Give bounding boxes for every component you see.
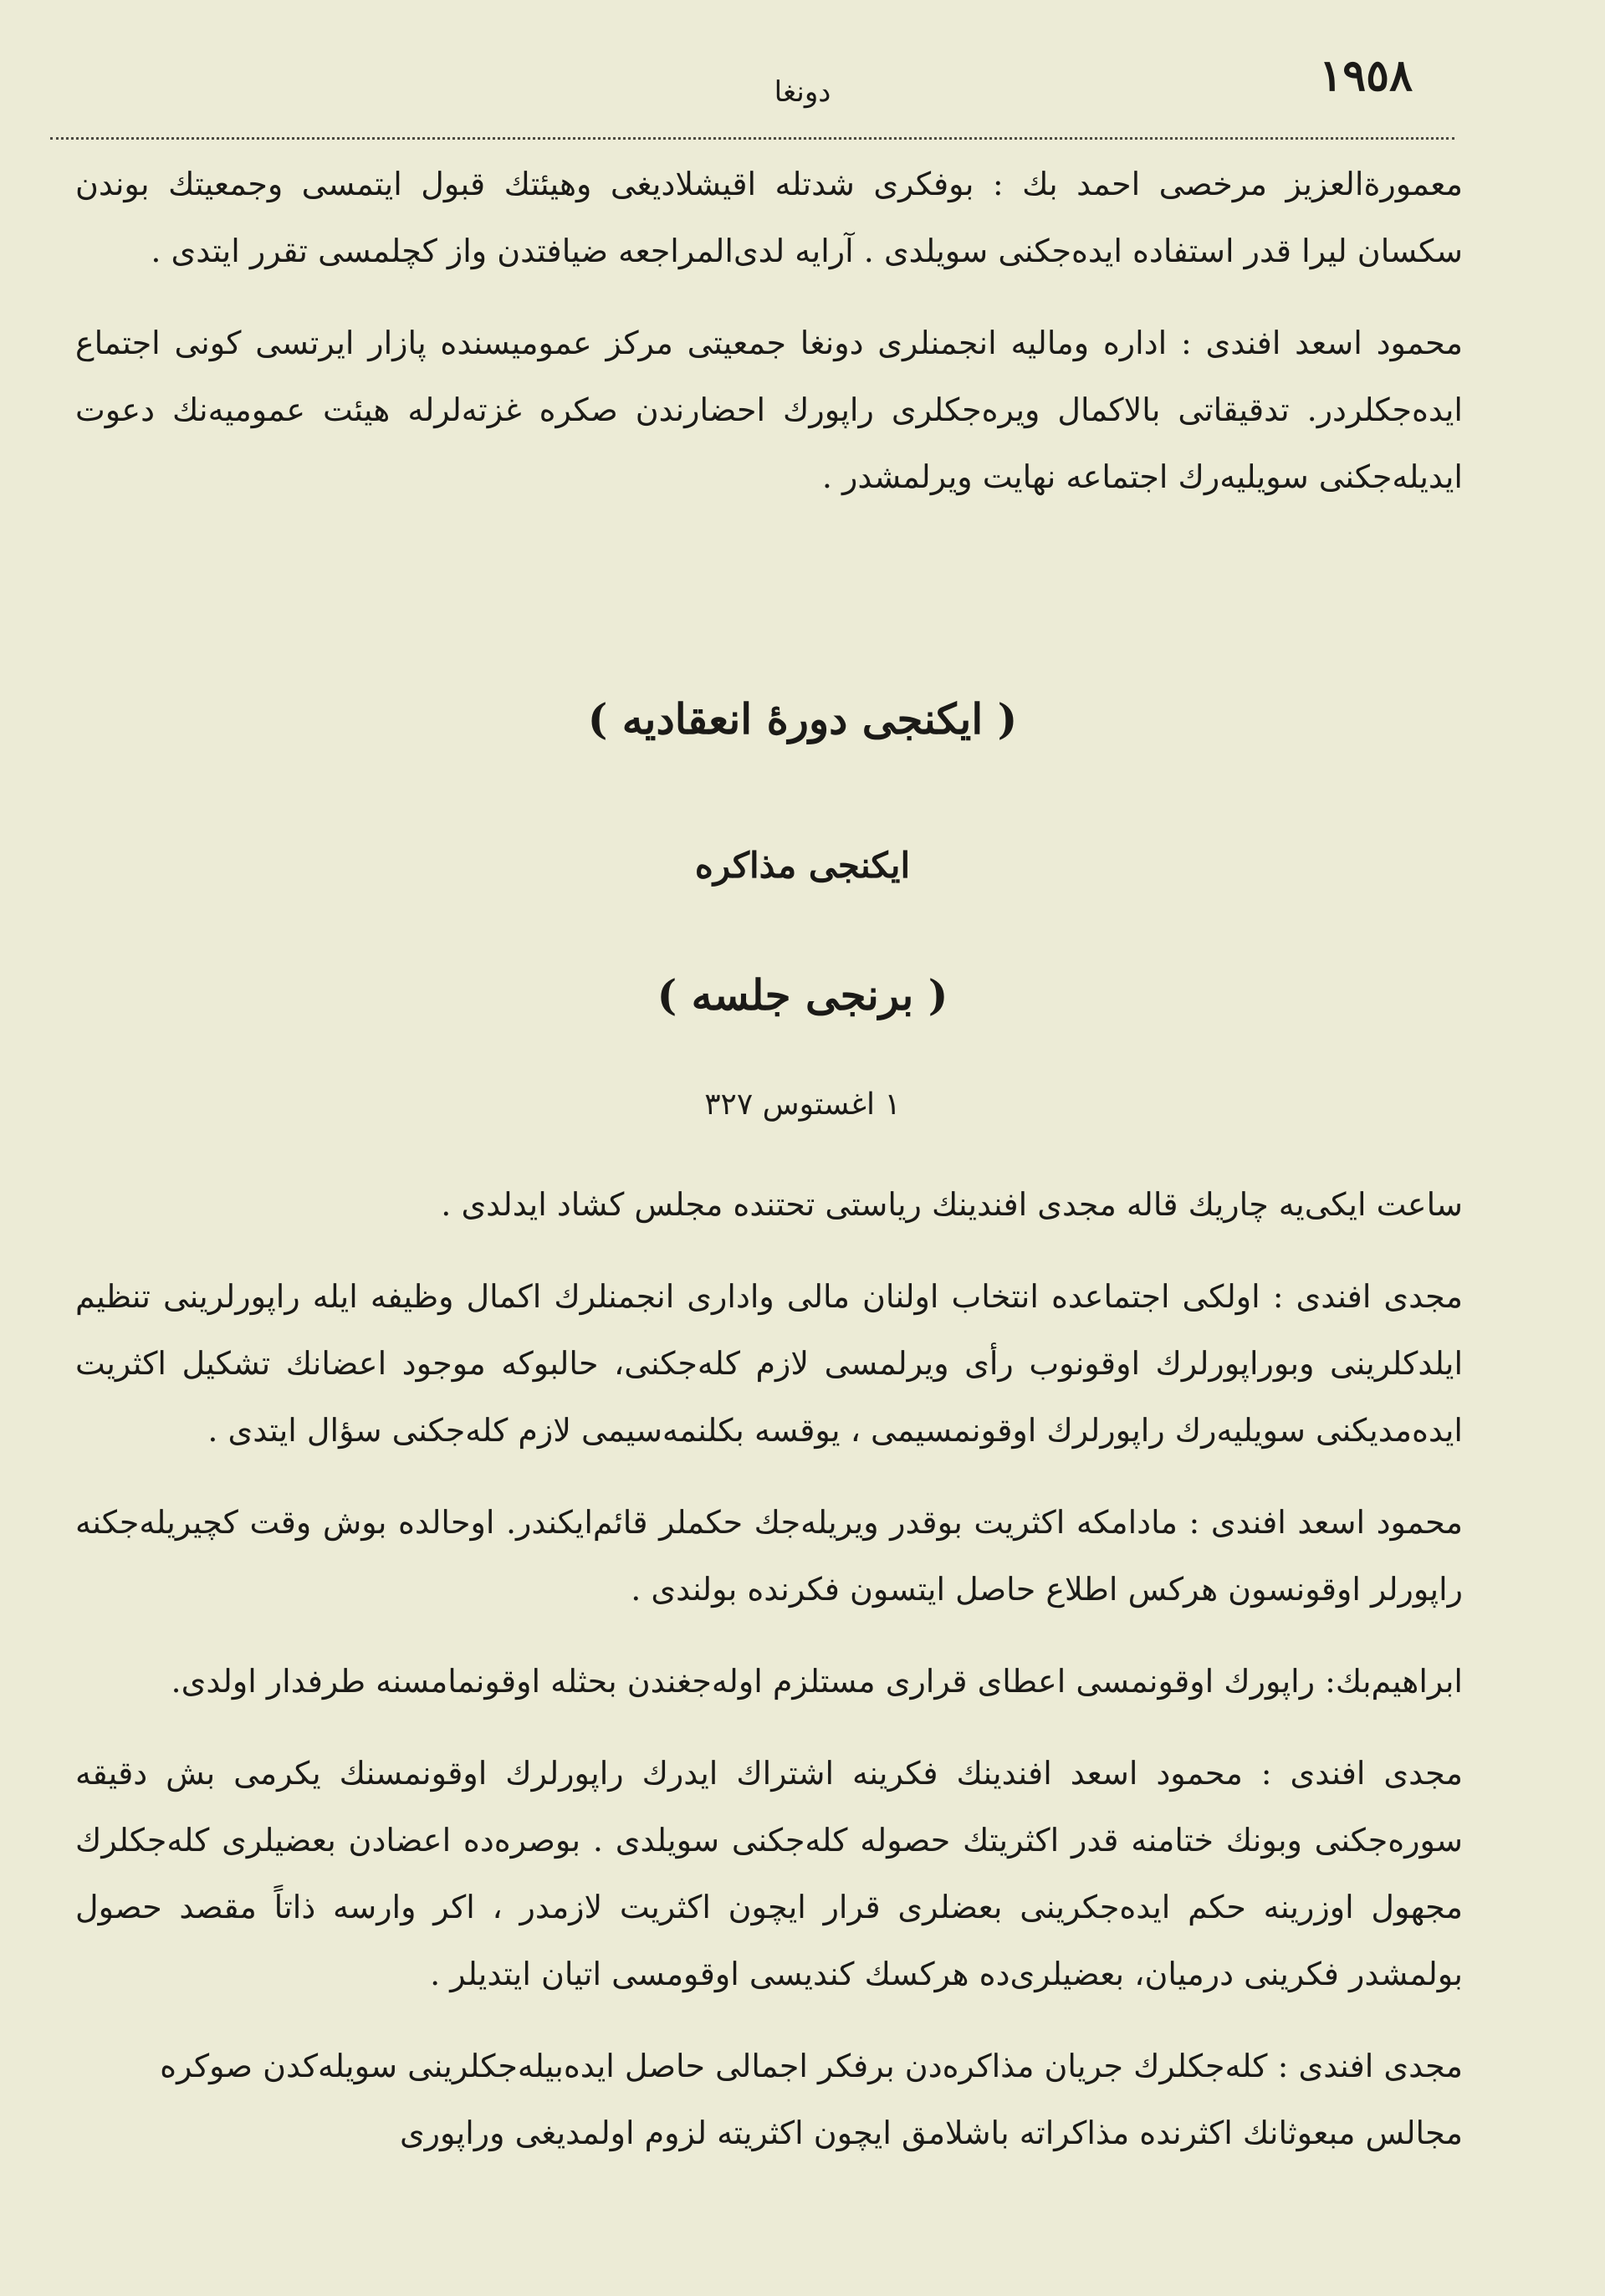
paragraph: ابراهیم‌بك: راپورك اوقونمسی اعطای قراری مستلزم اوله‌جغندن بحثله اوقونمامسنه طرفدار اولدی. xyxy=(171,1663,1463,1700)
period-heading: ( ایكنجی دورهٔ انعقادیه ) xyxy=(587,694,1018,744)
top-text-block xyxy=(75,151,1463,535)
paragraph: ساعت ایكی‌یه چاریك قاله مجدی افندینك ریاستی تحتنده مجلس كشاد ایدلدی . xyxy=(441,1186,1463,1223)
paragraph: معمورةالعزيز مرخصی احمد بك : بوفكری شدتله اقیشلادیغی وهیئتك قبول ایتمسی وجمعیتك بوندن سكسان لیرا قدر استفاده ایده‌جكنی سویلدی . آرایه لدی‌المراجعه ضیافتدن واز كچلمسی تقرر ایتدی . xyxy=(75,166,1463,269)
paragraph: مجدی افندی : محمود اسعد افندینك فكرینه اشتراك ایدرك راپورلرك اوقونمسنك یكرمی بش دقیقه سوره‌جكنی وبونك ختامنه قدر اكثریتك حصوله كله‌جكنی سویلدی . بوصره‌ده اعضادن بعضیلری كله‌جكلرك مجهول اوزرینه حكم ایده‌جكرینی بعضلری قرار ایچون اكثریت لازمدر ، اكر وارسه ذاتاً مقصد حصول بولمشدر فكرینی درمیان، بعضیلری‌ده هركسك كندیسی اوقومسی اتیان ایتدیلر . xyxy=(75,1755,1463,1992)
session-heading: ایكنجی مذاكره xyxy=(694,845,911,886)
date-line: ١ اغستوس ٣٢٧ xyxy=(704,1087,901,1122)
header-rule xyxy=(50,132,1454,140)
minutes-text-block xyxy=(75,1171,1463,2191)
paragraph: محمود اسعد افندی : مادامكه اكثریت بوقدر ویریله‌جك حكملر قائم‌ایكندر. اوحالده بوش وقت كچیریله‌جكنه راپورلر اوقونسون هركس اطلاع حاصل ایتسون فكرنده بولندی . xyxy=(75,1504,1463,1608)
page-number: ١٩٥٨ xyxy=(1319,50,1413,101)
paragraph: مجدی افندی : كله‌جكلرك جریان مذاكره‌دن برفكر اجمالی حاصل ایده‌بیله‌جكلرینی سویله‌كدن صوكره مجالس مبعوثانك اكثرنده مذاكراته باشلامق ایچون اكثریته لزوم اولمدیغی وراپوری xyxy=(160,2048,1463,2151)
sitting-heading: ( برنجی جلسه ) xyxy=(657,970,948,1020)
paragraph: محمود اسعد افندی : اداره ومالیه انجمنلری دونغا جمعیتی مرکز عمومیسنده پازار ایرتسی كونی اجتماع ایده‌جكلردر. تدقیقاتی بالاكمال ویره‌جكلری راپورك احضارندن صكره غزته‌لرله هیئت عمومیه‌نك دعوت ایدیله‌جكنی سویلیه‌رك اجتماعه نهایت ویرلمشدر . xyxy=(75,325,1463,495)
page-header xyxy=(50,50,1555,117)
paragraph: مجدی افندی : اولكی اجتماعده انتخاب اولنان مالی واداری انجمنلرك اكمال وظیفه ایله راپورلرینی تنظیم ایلدكلرینی وبوراپورلرك اوقونوب رأی ویرلمسی لازم كله‌جكنی، حالبوكه موجود اعضانك تشكیل اكثریت ایده‌مدیكنی سویلیه‌رك راپورلرك اوقونمسیمی ، یوقسه بكلنمه‌سیمی لازم كله‌جكنی سؤال ایتدی . xyxy=(75,1278,1463,1449)
running-title: دونغا xyxy=(774,75,831,109)
